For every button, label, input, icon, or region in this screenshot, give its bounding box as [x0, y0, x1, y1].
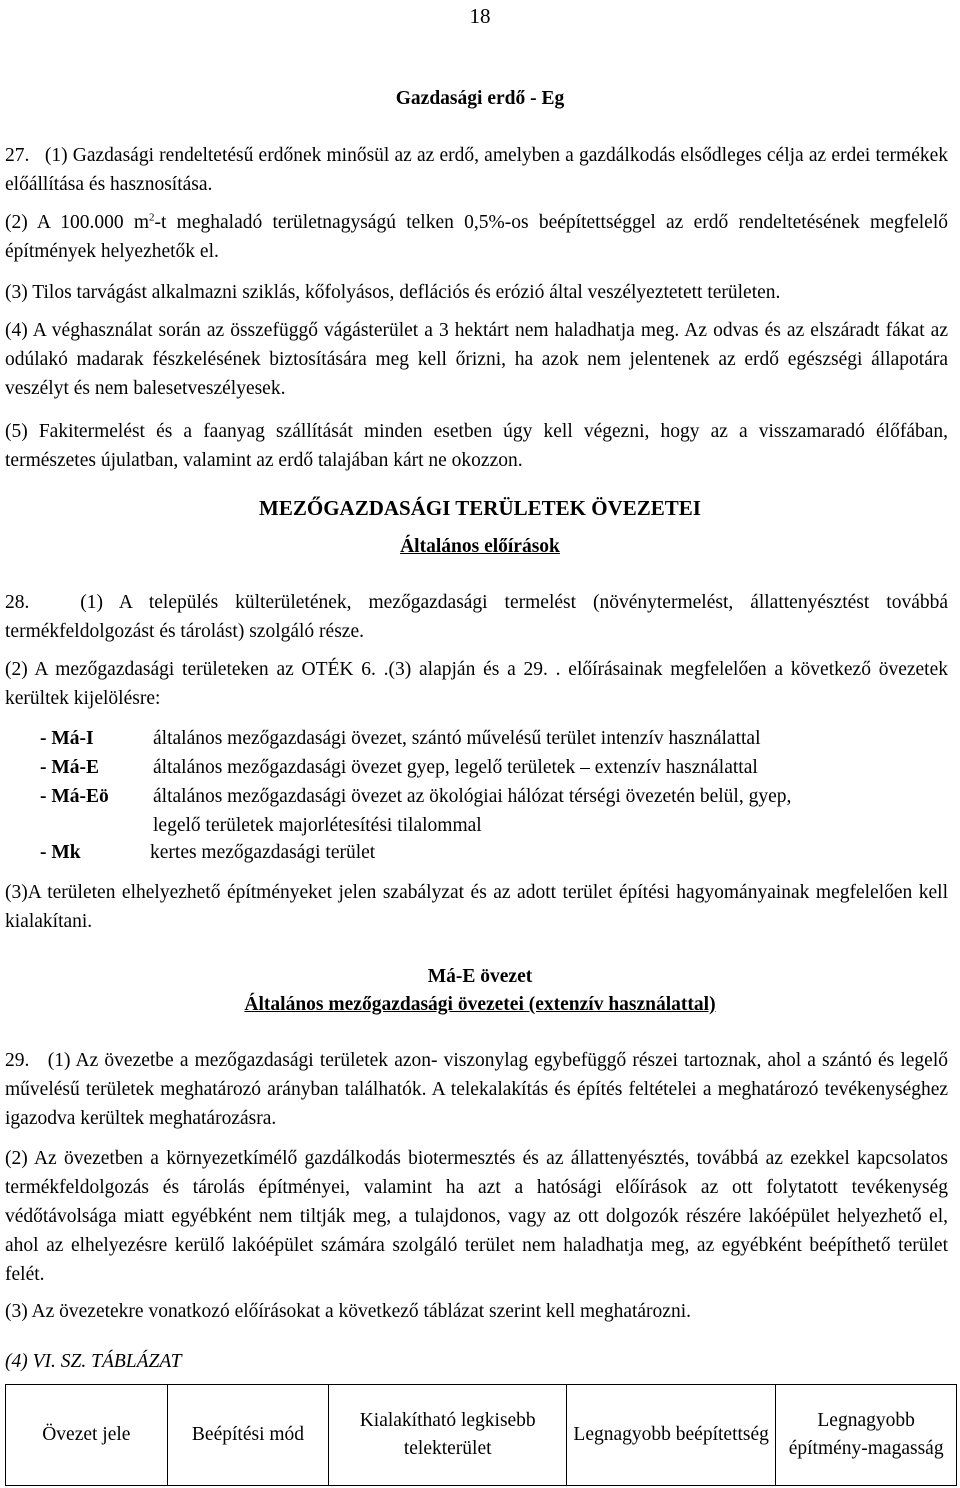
section-subtitle-wrapper — [0, 532, 960, 561]
paragraph-27-5: (5) Fakitermelést és a faanyag szállítását minden esetben úgy kell végezni, hogy az a visszamaradó élőfában, természetes újulatban, valamint az erdő talajában kárt ne okozzon. — [5, 421, 948, 471]
paragraph-29-3: (3) Az övezetekre vonatkozó előírásokat a következő táblázat szerint kell meghatározni. — [5, 1301, 691, 1322]
paragraph-27-1-text: (1) Gazdasági rendeltetésű erdőnek minősül az az erdő, amelyben a gazdálkodás elsődleges célja az erdei termékek előállítása és hasznosítása. — [5, 145, 949, 195]
table-header-cell: Övezet jele — [6, 1385, 168, 1486]
zone-description-continued: legelő területek majorlétesítési tilalommal — [153, 815, 482, 836]
zone-description: általános mezőgazdasági övezet az ökológiai hálózat térségi övezetén belül, gyep, — [153, 786, 792, 807]
page-number: 18 — [469, 4, 491, 28]
paragraph-29-1-text: (1) Az övezetbe a mezőgazdasági területek azon- viszonylag egybefüggő részei tartoznak, ahol a szántó és legelő művelésű területek meghatározó arányban találhatók. A telekalakítás és építés feltételei a meghatározó tevékenységhez igazodva kerültek meghatározásra. — [5, 1050, 948, 1129]
section-title-mezogazdasagi: MEZŐGAZDASÁGI TERÜLETEK ÖVEZETEI — [259, 496, 701, 520]
paragraph-28-2: (2) A mezőgazdasági területeken az OTÉK 6. .(3) alapján és a 29. . előírásainak megfelelően a következő övezetek kerültek kijelölésre: — [5, 659, 948, 709]
table-header-cell: Legnagyobb beépítettség — [567, 1385, 776, 1486]
zone-code: - Má-I — [40, 728, 94, 749]
superscript-2: 2 — [149, 211, 155, 224]
paragraph-29-1 — [5, 1046, 948, 1133]
table-caption: (4) VI. SZ. TÁBLÁZAT — [5, 1351, 182, 1372]
table-header-row — [6, 1385, 957, 1486]
section-number-28: 28. — [5, 592, 30, 613]
paragraph-27-4: (4) A véghasználat során az összefüggő vágásterület a 3 hektárt nem haladhatja meg. Az odvas és az elszáradt fákat az odúlakó madarak fészkelésének biztosítására meg kell őrizni, ha azok nem jelentenek az erdő egészségi állapotára veszélyt és nem balesetveszélyesek. — [5, 320, 948, 399]
zone-description: kertes mezőgazdasági terület — [150, 842, 376, 863]
section-subtitle-wrapper — [0, 990, 960, 1019]
zone-code: - Má-Eö — [40, 786, 109, 807]
section-subtitle-altalanos: Általános előírások — [400, 536, 560, 557]
paragraph-28-3: (3)A területen elhelyezhető építményeket jelen szabályzat és az adott terület építési hagyományainak megfelelően kell kialakítani. — [5, 882, 948, 932]
zone-description: általános mezőgazdasági övezet, szántó művelésű terület intenzív használattal — [153, 728, 761, 749]
zoning-table — [5, 1384, 957, 1486]
paragraph-27-1 — [5, 141, 948, 199]
paragraph-28-1-text: (1) A település külterületének, mezőgazdasági termelést (növénytermelést, állattenyésztést továbbá termékfeldolgozást és tárolást) szolgáló része. — [5, 592, 948, 642]
table-header-cell: Beépítési mód — [167, 1385, 329, 1486]
section-title-ma-e: Má-E övezet — [427, 966, 533, 987]
paragraph-27-2-text-a: (2) A 100.000 m — [5, 212, 149, 233]
section-number-27: 27. — [5, 145, 30, 166]
section-sign — [29, 145, 39, 166]
section-subtitle-extenziv: Általános mezőgazdasági övezetei (extenzív használattal) — [244, 994, 716, 1015]
zone-code: - Má-E — [40, 757, 100, 778]
paragraph-27-2 — [5, 208, 948, 266]
table-header-cell: Kialakítható legkisebb telekterület — [329, 1385, 567, 1486]
paragraph-29-2: (2) Az övezetben a környezetkímélő gazdálkodás biotermesztés és az állattenyésztés, továbbá az ezekkel kapcsolatos termékfeldolgozás és tárolás építményei, valamint ha azt a hatósági előírások az ott folytatott tevékenység védőtávolsága miatt egyébként nem tiltják meg, a tulajdonos, vagy az ott dolgozók részére lakóépület helyezhető el, ahol az elhelyezésre kerülő lakóépület számára szolgáló terület nem haladhatja meg, az egyébként beépíthető terület felét. — [5, 1148, 948, 1285]
section-title-gazdasagi-erdo: Gazdasági erdő - Eg — [395, 88, 565, 109]
paragraph-28-1 — [5, 588, 948, 646]
zone-code: - Mk — [40, 842, 81, 863]
zone-description: általános mezőgazdasági övezet gyep, legelő területek – extenzív használattal — [153, 757, 758, 778]
paragraph-27-2-text-b: -t meghaladó területnagyságú telken 0,5%-os beépítettséggel az erdő rendeltetésének megfelelő építmények helyezhetők el. — [5, 212, 948, 262]
paragraph-27-3: (3) Tilos tarvágást alkalmazni sziklás, kőfolyásos, deflációs és erózió által veszélyeztetett területen. — [5, 282, 781, 303]
table-header-cell: Legnagyobb építmény-magasság — [776, 1385, 957, 1486]
section-number-29: 29. — [5, 1050, 30, 1071]
